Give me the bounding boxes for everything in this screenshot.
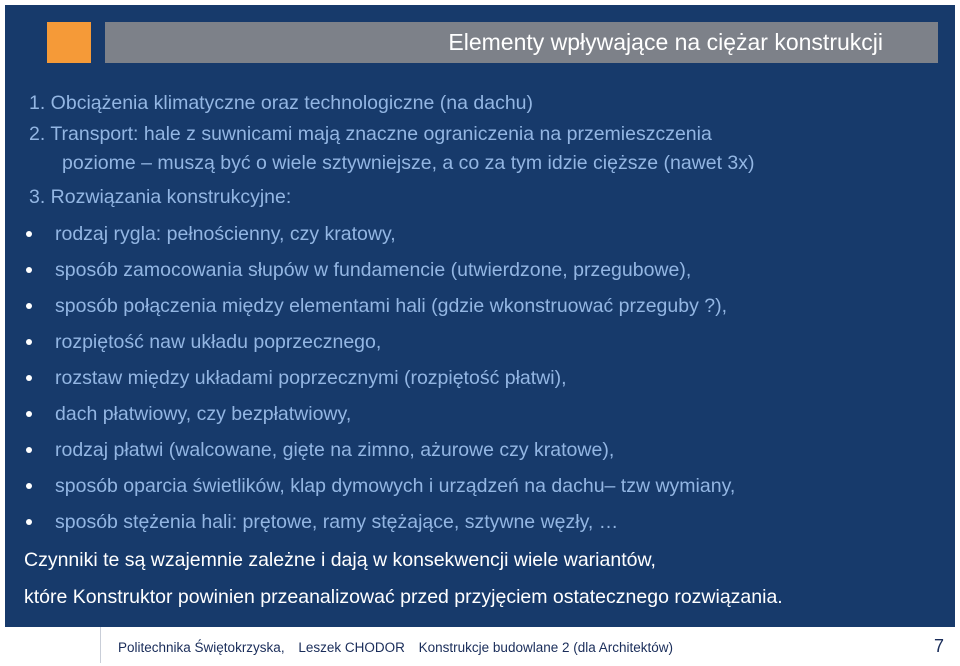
bullet-dot bbox=[26, 231, 32, 237]
page-number: 7 bbox=[934, 636, 945, 656]
footer-divider bbox=[100, 627, 101, 663]
bullet-dot bbox=[26, 447, 32, 453]
slide-title: Elementy wpływające na ciężar konstrukcji bbox=[448, 29, 883, 55]
footer-institution: Politechnika Świętokrzyska, bbox=[118, 640, 285, 655]
bullet-dot bbox=[26, 267, 32, 273]
bullet-item-7: rodzaj płatwi (walcowane, gięte na zimno, ażurowe czy kratowe), bbox=[55, 439, 615, 461]
bullet-dot bbox=[26, 339, 32, 345]
bullet-item-6: dach płatwiowy, czy bezpłatwiowy, bbox=[55, 403, 352, 425]
bullet-dot bbox=[26, 483, 32, 489]
footer-course: Konstrukcje budowlane 2 (dla Architektów) bbox=[418, 640, 674, 655]
bullet-dot bbox=[26, 411, 32, 417]
footer-author: Leszek CHODOR bbox=[298, 640, 405, 655]
intro-line-2-continued: poziome – muszą być o wiele sztywniejsze, a co za tym idzie cięższe (nawet 3x) bbox=[62, 152, 755, 174]
bullet-item-4: rozpiętość naw układu poprzecznego, bbox=[55, 331, 382, 353]
bullet-item-8: sposób oparcia świetlików, klap dymowych i urządzeń na dachu– tzw wymiany, bbox=[55, 475, 736, 497]
slide bbox=[5, 5, 955, 627]
bullet-item-9: sposób stężenia hali: prętowe, ramy stężające, sztywne węzły, … bbox=[55, 511, 619, 533]
bullet-dot bbox=[26, 303, 32, 309]
intro-line-1: 1. Obciążenia klimatyczne oraz technologiczne (na dachu) bbox=[29, 92, 534, 114]
footer bbox=[118, 640, 683, 655]
title-bar bbox=[105, 22, 938, 63]
bullet-item-2: sposób zamocowania słupów w fundamencie (utwierdzone, przegubowe), bbox=[55, 259, 692, 281]
conclusion-line-2: które Konstruktor powinien przeanalizować przed przyjęciem ostatecznego rozwiązania. bbox=[24, 586, 783, 608]
conclusion-line-1: Czynniki te są wzajemnie zależne i dają w konsekwencji wiele wariantów, bbox=[24, 549, 656, 571]
intro-line-2: 2. Transport: hale z suwnicami mają znaczne ograniczenia na przemieszczenia bbox=[29, 123, 712, 145]
intro-line-3: 3. Rozwiązania konstrukcyjne: bbox=[29, 186, 292, 208]
bullet-dot bbox=[26, 519, 32, 525]
bullet-item-3: sposób połączenia między elementami hali (gdzie wkonstruować przeguby ?), bbox=[55, 295, 728, 317]
bullet-item-1: rodzaj rygla: pełnościenny, czy kratowy, bbox=[55, 223, 396, 245]
orange-accent-square bbox=[47, 22, 91, 63]
bullet-dot bbox=[26, 375, 32, 381]
bullet-item-5: rozstaw między układami poprzecznymi (rozpiętość płatwi), bbox=[55, 367, 567, 389]
